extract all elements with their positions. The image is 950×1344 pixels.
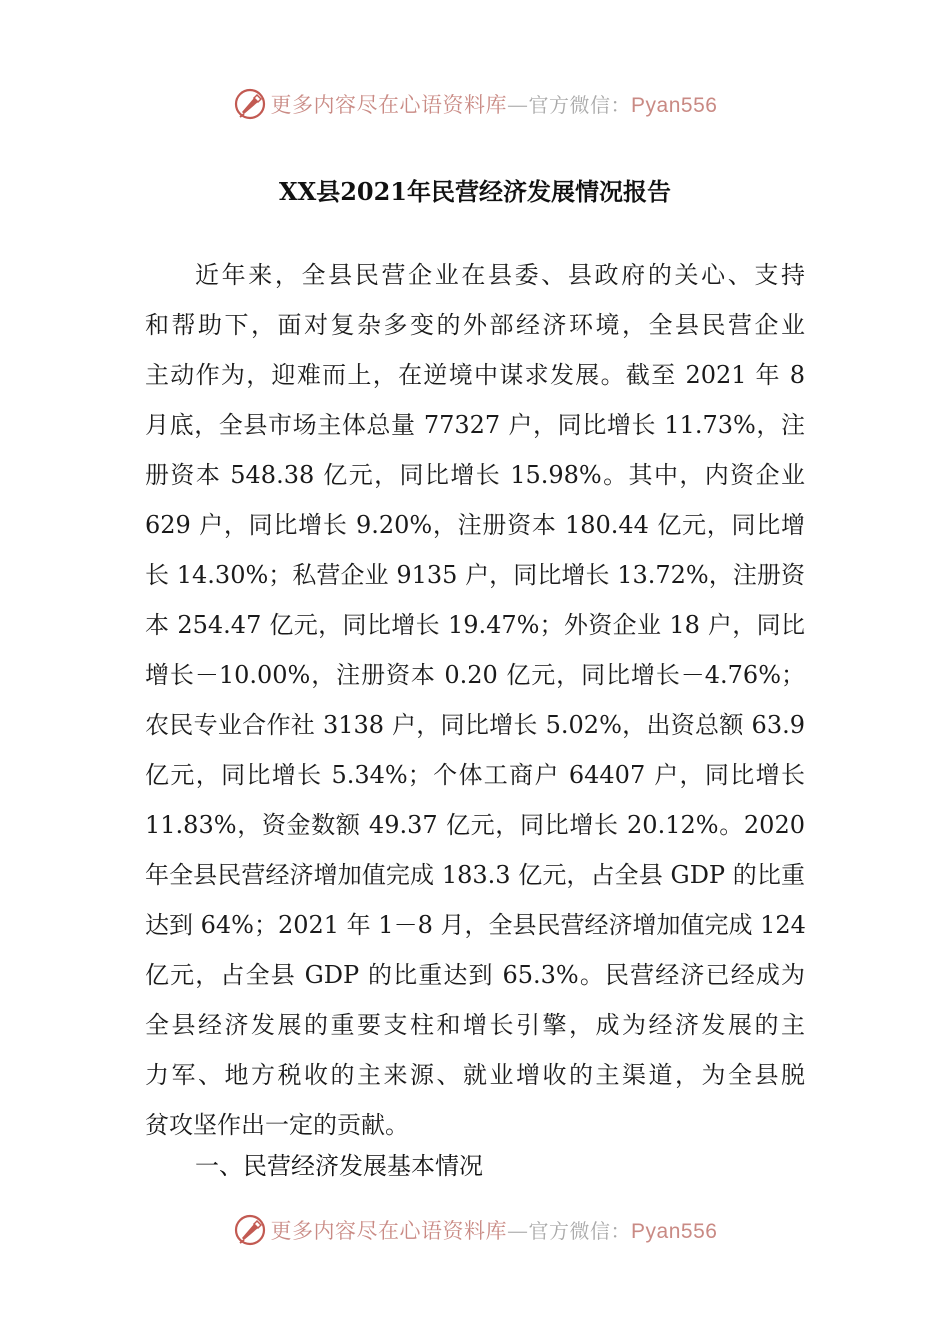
paragraph-line: 11.83%，资金数额 49.37 亿元，同比增长 20.12%。2020: [145, 811, 805, 839]
paragraph-line: 达到 64%；2021 年 1－8 月，全县民营经济增加值完成 124: [145, 911, 806, 939]
watermark-separator: —: [507, 1219, 529, 1243]
paragraph-line: 629 户，同比增长 9.20%，注册资本 180.44 亿元，同比增: [145, 511, 805, 539]
watermark-text: [271, 1215, 718, 1245]
paragraph-line: 月底，全县市场主体总量 77327 户，同比增长 11.73%，注: [145, 411, 805, 439]
body-paragraph: [145, 250, 805, 1150]
watermark-wechat-id: Pyan556: [631, 94, 718, 117]
watermark-wechat-id: Pyan556: [631, 1220, 718, 1243]
fountain-pen-nib-icon: [233, 87, 267, 121]
watermark-wechat-label: 官方微信：: [528, 1219, 632, 1243]
paragraph-line: 增长－10.00%，注册资本 0.20 亿元，同比增长－4.76%；: [145, 661, 805, 689]
section-heading: 一、民营经济发展基本情况: [195, 1152, 483, 1180]
paragraph-line: 农民专业合作社 3138 户，同比增长 5.02%，出资总额 63.9: [145, 711, 805, 739]
paragraph-line: 册资本 548.38 亿元，同比增长 15.98%。其中，内资企业: [145, 461, 805, 489]
paragraph-line: 贫攻坚作出一定的贡献。: [145, 1111, 409, 1139]
paragraph-line: 亿元，占全县 GDP 的比重达到 65.3%。民营经济已经成为: [145, 961, 805, 989]
watermark-header: [0, 84, 950, 124]
watermark-separator: —: [507, 93, 529, 117]
paragraph-line: 本 254.47 亿元，同比增长 19.47%；外资企业 18 户，同比: [145, 611, 805, 639]
paragraph-line: 主动作为，迎难而上，在逆境中谋求发展。截至 2021 年 8: [145, 361, 805, 389]
paragraph-line: 近年来，全县民营企业在县委、县政府的关心、支持: [195, 261, 805, 289]
paragraph-line: 全县经济发展的重要支柱和增长引擎，成为经济发展的主: [145, 1011, 805, 1039]
paragraph-line: 亿元，同比增长 5.34%；个体工商户 64407 户，同比增长: [145, 761, 805, 789]
watermark-wechat-label: 官方微信：: [528, 93, 632, 117]
fountain-pen-nib-icon: [233, 1213, 267, 1247]
watermark-library-name: 更多内容尽在心语资料库: [270, 93, 508, 117]
watermark-footer: [0, 1210, 950, 1250]
watermark-library-name: 更多内容尽在心语资料库: [270, 1219, 508, 1243]
watermark-text: [271, 89, 718, 119]
document-title: XX县2021年民营经济发展情况报告: [278, 177, 672, 206]
paragraph-line: 年全县民营经济增加值完成 183.3 亿元，占全县 GDP 的比重: [145, 861, 805, 889]
paragraph-line: 长 14.30%；私营企业 9135 户，同比增长 13.72%，注册资: [145, 561, 805, 589]
paragraph-line: 力军、地方税收的主来源、就业增收的主渠道，为全县脱: [145, 1061, 805, 1089]
paragraph-line: 和帮助下，面对复杂多变的外部经济环境，全县民营企业: [145, 311, 805, 339]
